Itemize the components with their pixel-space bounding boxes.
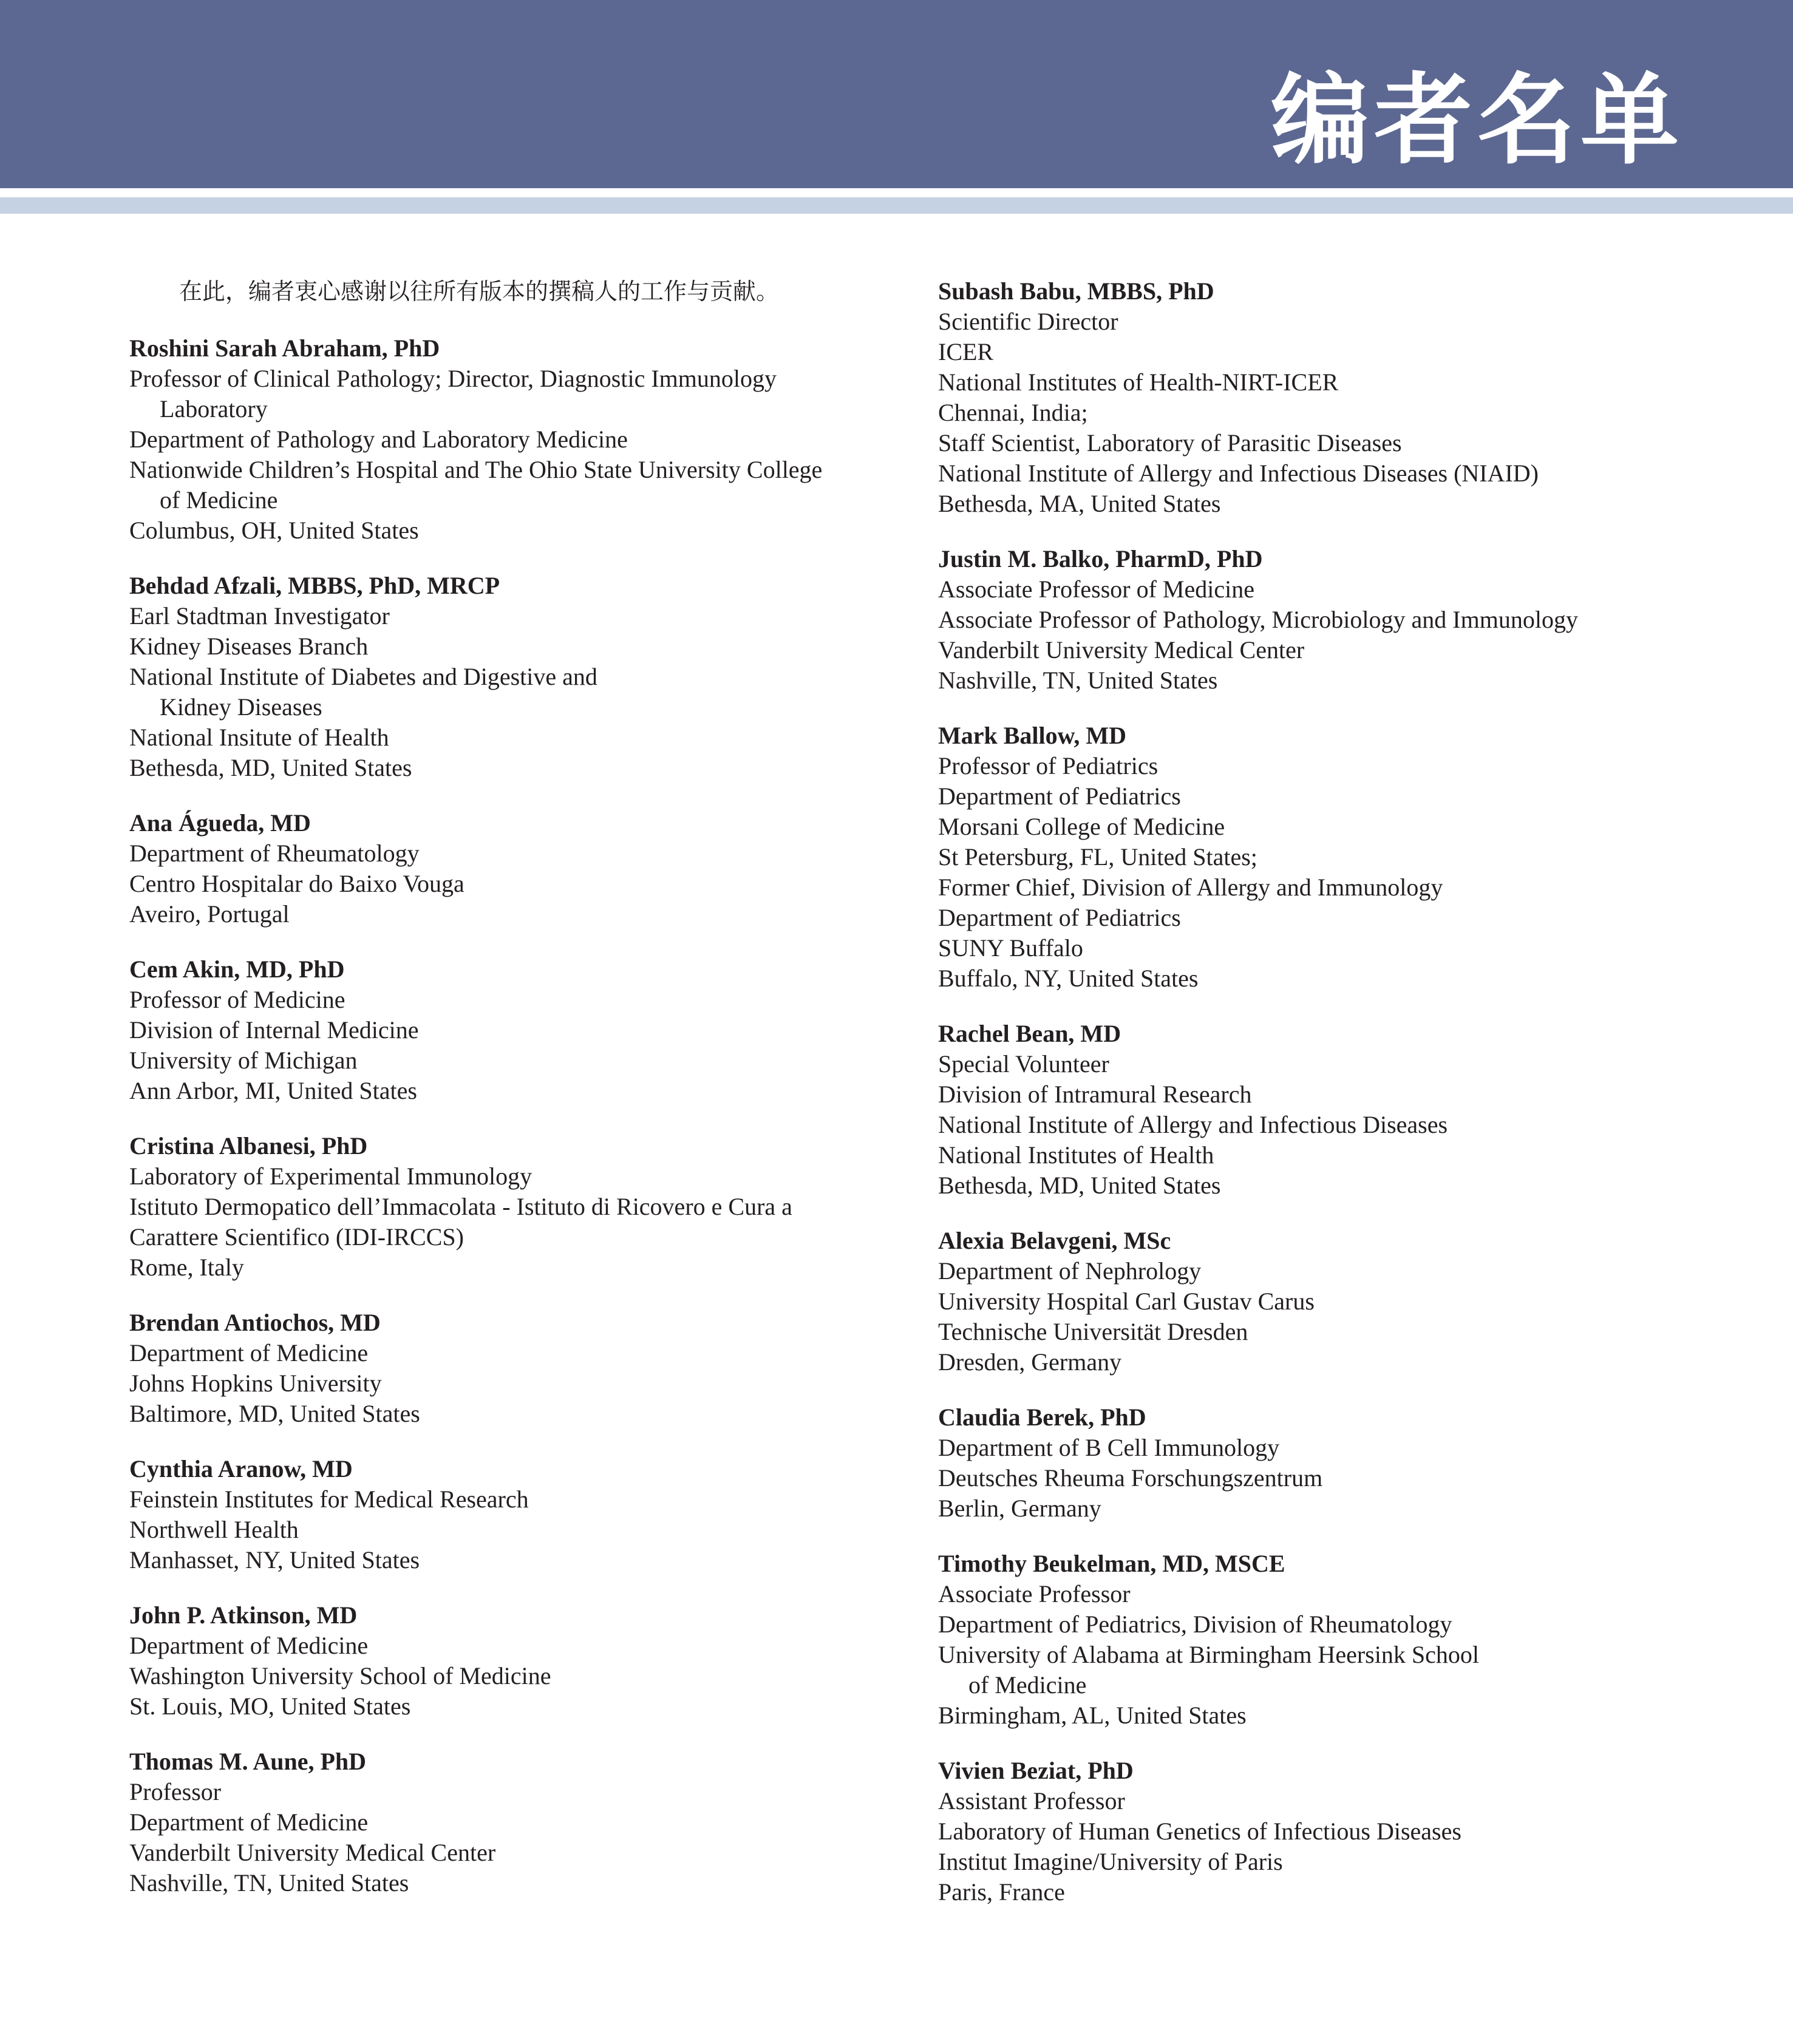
affiliation-line: Vanderbilt University Medical Center <box>938 636 1305 664</box>
affiliation-line: SUNY Buffalo <box>938 934 1083 962</box>
affiliation-line: Baltimore, MD, United States <box>129 1400 420 1427</box>
affiliation-line: National Institute of Allergy and Infectious Diseases <box>938 1111 1448 1138</box>
affiliation-line: Nashville, TN, United States <box>129 1869 409 1896</box>
contributor-entry <box>129 571 919 783</box>
contributor-entry <box>938 1756 1727 1907</box>
affiliation-line: Associate Professor of Medicine <box>938 576 1254 603</box>
acknowledgement-text: 在此，编者衷心感谢以往所有版本的撰稿人的工作与贡献。 <box>179 278 780 305</box>
affiliation-line: Washington University School of Medicine <box>129 1662 551 1689</box>
affiliation-line: Laboratory of Human Genetics of Infectious Diseases <box>938 1818 1461 1845</box>
contributor-name: Alexia Belavgeni, MSc <box>938 1227 1171 1254</box>
affiliation-line: Department of Nephrology <box>938 1257 1202 1285</box>
affiliation-line: Vanderbilt University Medical Center <box>129 1839 496 1866</box>
affiliation-line: Division of Intramural Research <box>938 1081 1252 1108</box>
affiliation-line: Professor <box>129 1778 222 1805</box>
contributor-name: Mark Ballow, MD <box>938 722 1126 749</box>
affiliation-line: Department of Medicine <box>129 1808 369 1836</box>
contributor-entry <box>938 544 1727 696</box>
affiliation-line: National Institute of Diabetes and Digestive and <box>129 663 597 690</box>
affiliation-line: Technische Universität Dresden <box>938 1318 1248 1345</box>
affiliation-line: of Medicine <box>968 1671 1087 1699</box>
affiliation-line: Birmingham, AL, United States <box>938 1702 1247 1729</box>
affiliation-line: Bethesda, MD, United States <box>938 1172 1221 1199</box>
affiliation-line: Assistant Professor <box>938 1787 1125 1815</box>
affiliation-line: Scientific Director <box>938 308 1118 335</box>
affiliation-line: Northwell Health <box>129 1516 299 1543</box>
affiliation-line: Department of Medicine <box>129 1339 369 1367</box>
contributor-entry <box>129 1308 919 1429</box>
affiliation-line: University Hospital Carl Gustav Carus <box>938 1288 1315 1315</box>
affiliation-line: Professor of Pediatrics <box>938 752 1158 779</box>
contributor-name: Cem Akin, MD, PhD <box>129 956 345 983</box>
contributor-entry <box>938 1402 1727 1524</box>
affiliation-line: Ann Arbor, MI, United States <box>129 1077 417 1104</box>
affiliation-line: Professor of Clinical Pathology; Director, Diagnostic Immunology <box>129 365 777 392</box>
contributor-entry <box>938 1549 1727 1731</box>
affiliation-line: Associate Professor of Pathology, Microbiology and Immunology <box>938 606 1578 633</box>
contributor-entry <box>129 1454 919 1575</box>
affiliation-line: Manhasset, NY, United States <box>129 1546 420 1574</box>
affiliation-line: Buffalo, NY, United States <box>938 965 1199 992</box>
affiliation-line: Professor of Medicine <box>129 986 345 1013</box>
contributor-entry <box>129 954 919 1106</box>
contributor-entry <box>938 1226 1727 1377</box>
affiliation-line: National Institutes of Health <box>938 1141 1214 1169</box>
affiliation-line: Department of Pediatrics, Division of Rheumatology <box>938 1611 1452 1638</box>
affiliation-line: St. Louis, MO, United States <box>129 1693 411 1720</box>
affiliation-line: Feinstein Institutes for Medical Research <box>129 1485 529 1513</box>
affiliation-line: Carattere Scientifico (IDI-IRCCS) <box>129 1223 464 1251</box>
affiliation-line: ICER <box>938 338 994 365</box>
contributor-entry <box>938 276 1727 519</box>
affiliation-line: University of Alabama at Birmingham Heersink School <box>938 1641 1479 1668</box>
affiliation-line: Deutsches Rheuma Forschungszentrum <box>938 1464 1323 1492</box>
affiliation-line: Kidney Diseases Branch <box>129 633 369 660</box>
affiliation-line: Associate Professor <box>938 1580 1131 1608</box>
affiliation-line: Rome, Italy <box>129 1254 244 1281</box>
affiliation-line: Berlin, Germany <box>938 1495 1101 1522</box>
page-title: 编者名单 <box>1271 64 1684 178</box>
contributor-entry <box>938 1019 1727 1201</box>
affiliation-line: Department of Pediatrics <box>938 904 1181 931</box>
affiliation-line: Special Volunteer <box>938 1050 1109 1078</box>
contributor-name: Roshini Sarah Abraham, PhD <box>129 334 440 362</box>
contributor-name: Cynthia Aranow, MD <box>129 1455 353 1482</box>
affiliation-line: of Medicine <box>160 486 278 514</box>
contributor-name: Ana Águeda, MD <box>129 809 311 837</box>
affiliation-line: Earl Stadtman Investigator <box>129 602 390 630</box>
affiliation-line: Bethesda, MD, United States <box>129 754 412 781</box>
affiliation-line: St Petersburg, FL, United States; <box>938 843 1257 871</box>
contributor-entry <box>129 1600 919 1722</box>
header-divider-stripe <box>0 197 1793 214</box>
contributor-name: Justin M. Balko, PharmD, PhD <box>938 545 1263 572</box>
affiliation-line: University of Michigan <box>129 1047 358 1074</box>
affiliation-line: Dresden, Germany <box>938 1348 1122 1376</box>
contributor-entry <box>938 721 1727 994</box>
affiliation-line: Laboratory of Experimental Immunology <box>129 1163 532 1190</box>
affiliation-line: Department of B Cell Immunology <box>938 1434 1280 1461</box>
contributor-name: Subash Babu, MBBS, PhD <box>938 277 1214 305</box>
affiliation-line: Istituto Dermopatico dell’Immacolata - Istituto di Ricovero e Cura a <box>129 1193 792 1220</box>
affiliation-line: Aveiro, Portugal <box>129 900 290 928</box>
contributor-name: Rachel Bean, MD <box>938 1020 1121 1047</box>
affiliation-line: Nationwide Children’s Hospital and The Ohio State University College <box>129 456 823 483</box>
affiliation-line: Kidney Diseases <box>160 693 322 721</box>
affiliation-line: Department of Pediatrics <box>938 783 1181 810</box>
affiliation-line: Department of Rheumatology <box>129 840 420 867</box>
affiliation-line: Johns Hopkins University <box>129 1370 382 1397</box>
affiliation-line: National Institutes of Health-NIRT-ICER <box>938 368 1339 396</box>
affiliation-line: Former Chief, Division of Allergy and Immunology <box>938 874 1443 901</box>
contributor-name: Claudia Berek, PhD <box>938 1404 1146 1431</box>
contributor-entry <box>129 333 919 546</box>
affiliation-line: Bethesda, MA, United States <box>938 490 1221 517</box>
affiliation-line: Division of Internal Medicine <box>129 1016 419 1044</box>
affiliation-line: National Institute of Allergy and Infectious Diseases (NIAID) <box>938 460 1539 487</box>
affiliation-line: Laboratory <box>160 395 268 423</box>
affiliation-line: Institut Imagine/University of Paris <box>938 1848 1283 1875</box>
affiliation-line: Paris, France <box>938 1878 1065 1906</box>
affiliation-line: Nashville, TN, United States <box>938 667 1218 694</box>
contributor-name: Vivien Beziat, PhD <box>938 1757 1134 1784</box>
contributor-name: John P. Atkinson, MD <box>129 1601 358 1629</box>
contributor-name: Brendan Antiochos, MD <box>129 1309 381 1336</box>
affiliation-line: Department of Medicine <box>129 1632 369 1659</box>
contributor-name: Thomas M. Aune, PhD <box>129 1748 367 1775</box>
contributor-entry <box>129 808 919 929</box>
affiliation-line: National Insitute of Health <box>129 724 389 751</box>
contributor-name: Timothy Beukelman, MD, MSCE <box>938 1550 1285 1577</box>
affiliation-line: Columbus, OH, United States <box>129 517 419 544</box>
affiliation-line: Department of Pathology and Laboratory Medicine <box>129 426 628 453</box>
affiliation-line: Staff Scientist, Laboratory of Parasitic Diseases <box>938 429 1402 457</box>
affiliation-line: Centro Hospitalar do Baixo Vouga <box>129 870 464 897</box>
contributor-name: Behdad Afzali, MBBS, PhD, MRCP <box>129 572 500 599</box>
contributors-column-left <box>129 276 919 1923</box>
affiliation-line: Morsani College of Medicine <box>938 813 1225 840</box>
contributor-entry <box>129 1131 919 1283</box>
contributor-name: Cristina Albanesi, PhD <box>129 1132 368 1160</box>
contributor-entry <box>129 1747 919 1898</box>
affiliation-line: Chennai, India; <box>938 399 1088 426</box>
contributors-column-right <box>938 276 1727 1932</box>
